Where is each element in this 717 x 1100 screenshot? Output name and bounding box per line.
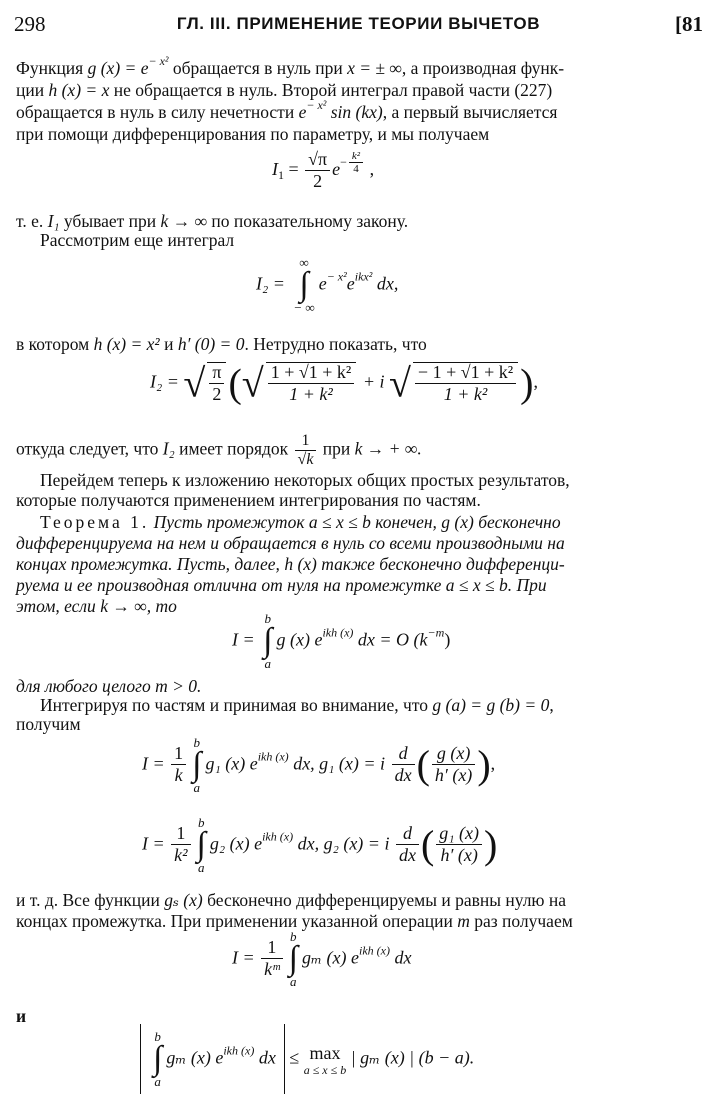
text-line: в котором h (x) = x² и h′ (0) = 0. Нетрудно показать, что [16, 334, 427, 354]
text-line: Перейдем теперь к изложению некоторых общих простых результатов, [40, 470, 570, 490]
theorem-line: концах промежутка. Пусть, далее, h (x) также бесконечно дифференци- [16, 554, 565, 574]
text-line: концах промежутка. При применении указанной операции m раз получаем [16, 911, 573, 931]
text-line: Интегрируя по частям и принимая во внимание, что g (a) = g (b) = 0, [40, 695, 554, 715]
text-line: и [16, 1006, 27, 1026]
text-line: которые получаются применением интегрирования по частям. [16, 490, 481, 510]
equation-i2-result: I₂ = √ $\frac{\pi}{2}$ (√ $\frac{\text{1 + √1 + k²}}{\text{1 + k²}}$ + i √ $\frac{\text{− 1 + √1 + k²}}{\text{1 + k²}}$ ), [150, 360, 538, 406]
equation-i2-integral: I₂ = ∞ ∫ − ∞ $e^{- x^2}e^{ikx^2}$ dx, [256, 255, 399, 316]
text-line: получим [16, 714, 81, 734]
text-line: обращается в нуль в силу нечетности $e^{- x^2}$ sin (kx), а первый вычисляется [16, 98, 558, 122]
text-line: и т. д. Все функции gₛ (x) бесконечно дифференцируемы и равны нулю на [16, 890, 567, 910]
equation-g2: I = $\frac{1}{\text{k²}}$ b ∫ a g₂ (x) $e^{ikh (x)}$ dx, g₂ (x) = i $\frac{d}{dx}$ ( $\frac{\text{g₁ (x)}}{h' (x)}$ ) [142, 815, 498, 876]
text-line: откуда следует, что I₂ имеет порядок $\frac{1}{√k}$ при k → + ∞. [16, 432, 422, 468]
text-line: Рассмотрим еще интеграл [40, 230, 235, 250]
equation-gm: I = $\frac{1}{\text{kᵐ}}$ b ∫ a gₘ (x) $e^{ikh (x)}$ dx [232, 929, 412, 990]
theorem-line: дифференцируема на нем и обращается в нуль со всеми производными на [16, 533, 565, 553]
theorem-label: Теорема 1. [40, 512, 150, 532]
page-number: 298 [14, 12, 46, 36]
text-line: т. е. I₁ убывает при k → ∞ по показательному закону. [16, 211, 409, 231]
section-number: [81 [675, 12, 703, 36]
equation-g1: I = $\frac{1}{k}$ b ∫ a g₁ (x) $e^{ikh (x)}$ dx, g₁ (x) = i $\frac{d}{dx}$ ( $\frac{g (x)}{h' (x)}$ ), [142, 735, 496, 796]
theorem-line: руема и ее производная отлична от нуля на промежутке a ≤ x ≤ b. При [16, 575, 547, 595]
theorem-line: этом, если k → ∞, то [16, 596, 177, 616]
text-line: при помощи дифференцирования по параметру, и мы получаем [16, 124, 490, 144]
equation-theorem: I = b ∫ a g (x) $e^{ikh (x)}$ dx = O $(k^{-m})$ [232, 611, 451, 672]
theorem-line: для любого целого m > 0. [16, 676, 202, 696]
equation-bound: b ∫ a gₘ (x) $e^{ikh (x)}$ dx ≤ max a ≤ x ≤ b | gₘ (x) | (b − a). [140, 1024, 474, 1094]
equation-i1: $I_1$ = $\frac{√\pi}{2}$ $e^{- \frac{\text{k²}}{4}}$ , [272, 149, 375, 191]
running-head: ГЛ. III. ПРИМЕНЕНИЕ ТЕОРИИ ВЫЧЕТОВ [176, 14, 541, 33]
theorem-line: Теорема 1. Пусть промежуток a ≤ x ≤ b конечен, g (x) бесконечно [40, 512, 561, 532]
text-line: ции h (x) = x не обращается в нуль. Второй интеграл правой части (227) [16, 80, 553, 100]
page-header [14, 12, 703, 36]
text-line: Функция g $(x) = e^{- x^2}$ обращается в нуль при x = ± ∞, а производная функ- [16, 54, 565, 78]
